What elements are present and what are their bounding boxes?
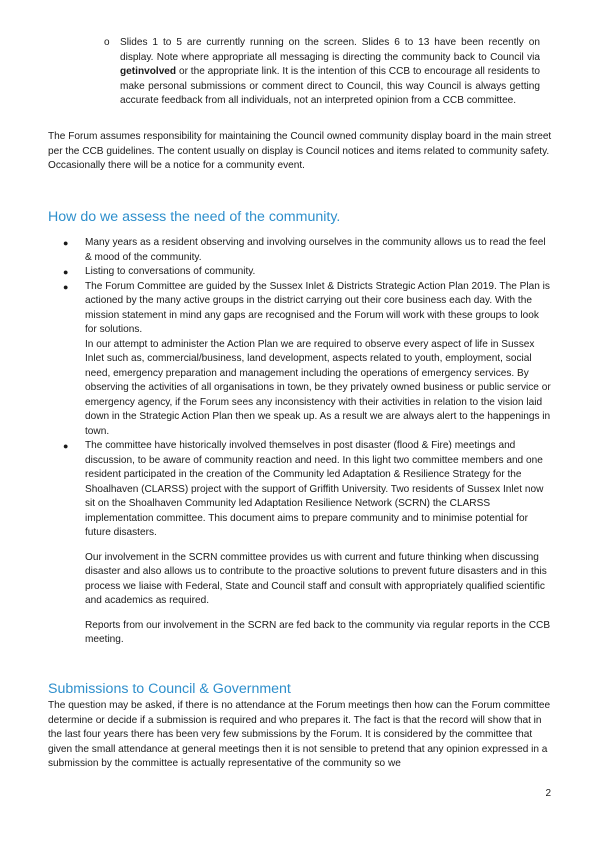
submissions-paragraph: The question may be asked, if there is no attendance at the Forum meetings then how can the Forum committee determine or decide if a submission is required and who prepares it. The fact is that the record will show that in the last four years there has been very few submissions by the Forum. It is considered by the committee that given the small attendance at general meetings then it is not sensible to pretend that any opinion expressed in a submission by the committee is actually representative of the community so we (48, 700, 551, 769)
bullet-dot-icon: ● (63, 281, 69, 292)
forum-display-board-paragraph: The Forum assumes responsibility for maintaining the Council owned community display board in the main street per the CCB guidelines. The content usually on display is Council notices and items related to community safety. Occasionally there will be a notice for a community event. (48, 131, 552, 171)
bullet-dot-icon: ● (63, 238, 69, 248)
page-number: 2 (545, 788, 551, 799)
section-heading-submissions: Submissions to Council & Government (48, 681, 291, 697)
bullet-item (62, 236, 552, 265)
slides-text-after: or the appropriate link. It is the intention of this CCB to encourage all residents to make personal submissions or comment direct to Council, this way Council is always getting accurate feedback from all individuals, not an interpreted opinion from a CCB committee. (120, 66, 540, 106)
bullet-item (62, 280, 552, 440)
scrn-involvement-paragraph: Our involvement in the SCRN committee provides us with current and future thinking when discussing disaster and also allows us to contribute to the proactive solutions to prevent future disasters and in this process we liaise with Federal, State and Council staff and consult with appropriately qualified scientific and academics as required. (85, 551, 547, 606)
bullet-item (62, 265, 552, 280)
bullet-text: Listing to conversations of community. (85, 266, 256, 277)
assess-need-bullet-list (62, 236, 552, 648)
bullet-item (62, 439, 552, 648)
bullet-text: The committee have historically involved themselves in post disaster (flood & Fire) meetings and discussion, to be aware of community reaction and need. In this light two committee members and one resident participated in the creation of the Community led Adaptation & Resilience Strategy for the Shoalhaven (CLARSS) project with the support of Griffith University. Two residents of Sussex Inlet now sit on the Shoalhaven Community led Adaptation Resilience Network (SCRN) the CLARSS implementation committee. This document aims to prepare community and to minimise potential for future disasters. (85, 440, 544, 538)
bullet-dot-icon: ● (63, 441, 69, 451)
getinvolved-bold: getinvolved (120, 66, 177, 77)
circle-bullet-marker: o (104, 37, 110, 48)
bullet-extra-text: In our attempt to administer the Action Plan we are required to observe every aspect of life in Sussex Inlet such as, commercial/business, land development, aspects related to youth, employment, social need, emergency preparation and management including the operations of emergency services. By observing the activities of all organisations in town, be they privately owned business or public service or emergency agency, if the Forum sees any inconsistency with their activities in relation to the vision laid down in the Strategic Action Plan then we speak up. As a result we are always alert to the happenings in town. (85, 338, 551, 437)
bullet-text: The Forum Committee are guided by the Sussex Inlet & Districts Strategic Action Plan 2019. The Plan is actioned by the many active groups in the district carrying out their core business each day. With the mission statement in mind any gaps are recognised and the Forum will work with these groups to look for solutions. (85, 280, 550, 335)
slides-paragraph (120, 36, 540, 109)
bullet-dot-icon: ● (63, 267, 69, 277)
section-heading-assess-need: How do we assess the need of the community. (48, 209, 341, 225)
bullet-text: Many years as a resident observing and involving ourselves in the community allows us to read the feel & mood of the community. (85, 237, 546, 263)
slides-text-before: Slides 1 to 5 are currently running on the screen. Slides 6 to 13 have been recently on display. Note where appropriate all messaging is directing the community back to Council via (120, 37, 540, 63)
scrn-reports-paragraph: Reports from our involvement in the SCRN are fed back to the community via regular reports in the CCB meeting. (85, 619, 551, 645)
